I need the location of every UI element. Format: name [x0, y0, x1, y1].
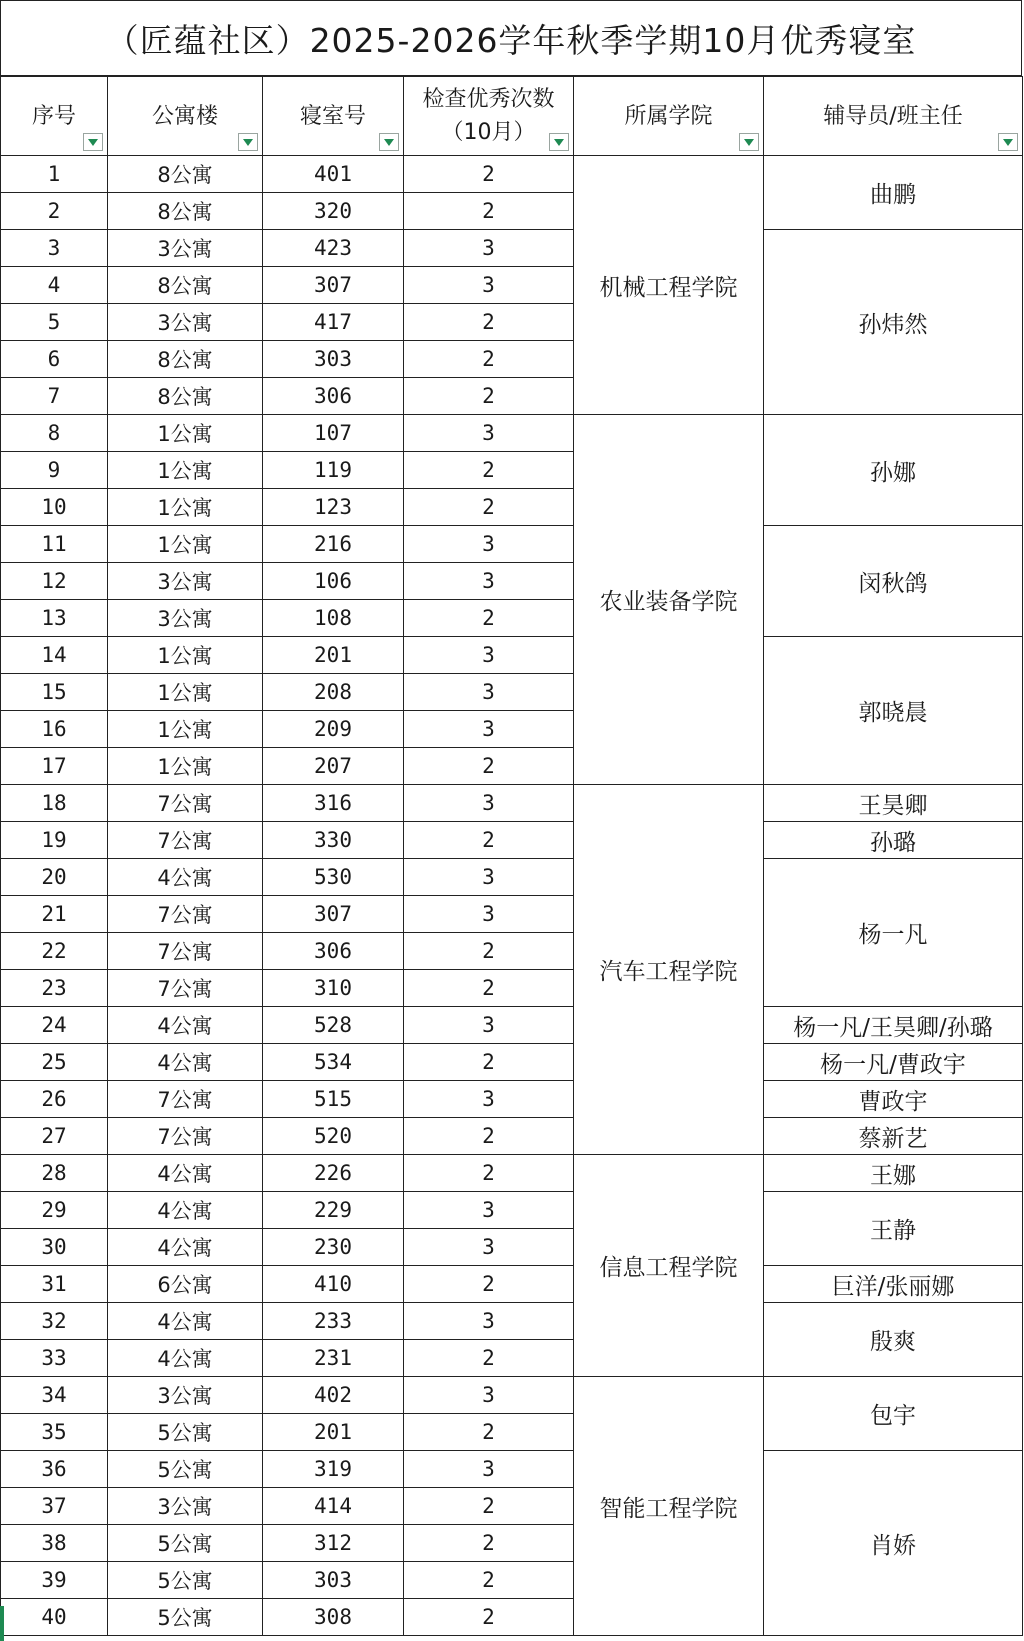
cell-building[interactable]: 8公寓 — [108, 193, 263, 230]
cell-seq[interactable]: 23 — [1, 970, 108, 1007]
header-advisor — [764, 77, 1023, 156]
cell-count[interactable]: 2 — [404, 1525, 574, 1562]
cell-count[interactable]: 3 — [404, 1377, 574, 1414]
table-row — [1, 1192, 1023, 1229]
cell-count[interactable]: 3 — [404, 1192, 574, 1229]
cell-college[interactable]: 汽车工程学院 — [574, 785, 764, 1155]
cell-room[interactable]: 108 — [263, 600, 404, 637]
table-row — [1, 1303, 1023, 1340]
cell-room[interactable]: 423 — [263, 230, 404, 267]
cell-room[interactable]: 307 — [263, 896, 404, 933]
cell-seq[interactable]: 19 — [1, 822, 108, 859]
cell-advisor[interactable]: 闵秋鸽 — [764, 526, 1023, 637]
cell-advisor[interactable]: 孙炜然 — [764, 230, 1023, 415]
cell-room[interactable]: 308 — [263, 1599, 404, 1636]
cell-seq[interactable]: 38 — [1, 1525, 108, 1562]
table-row — [1, 415, 1023, 452]
cell-room[interactable]: 402 — [263, 1377, 404, 1414]
cell-building[interactable]: 4公寓 — [108, 1044, 263, 1081]
cell-count[interactable]: 3 — [404, 415, 574, 452]
cell-seq[interactable]: 7 — [1, 378, 108, 415]
table-row — [1, 1451, 1023, 1488]
cell-count[interactable]: 2 — [404, 1599, 574, 1636]
cell-building[interactable]: 3公寓 — [108, 1488, 263, 1525]
cell-seq[interactable]: 15 — [1, 674, 108, 711]
cell-count[interactable]: 3 — [404, 785, 574, 822]
cell-seq[interactable]: 26 — [1, 1081, 108, 1118]
cell-seq[interactable]: 17 — [1, 748, 108, 785]
cell-building[interactable]: 1公寓 — [108, 748, 263, 785]
cell-room[interactable]: 306 — [263, 378, 404, 415]
cell-seq[interactable]: 22 — [1, 933, 108, 970]
cell-seq[interactable]: 24 — [1, 1007, 108, 1044]
cell-seq[interactable]: 4 — [1, 267, 108, 304]
cell-seq[interactable]: 27 — [1, 1118, 108, 1155]
cell-room[interactable]: 312 — [263, 1525, 404, 1562]
table-row — [1, 1155, 1023, 1192]
cell-advisor[interactable]: 曹政宇 — [764, 1081, 1023, 1118]
cell-room[interactable]: 307 — [263, 267, 404, 304]
cell-seq[interactable]: 8 — [1, 415, 108, 452]
cell-count[interactable]: 3 — [404, 859, 574, 896]
cell-building[interactable]: 7公寓 — [108, 1081, 263, 1118]
table-row — [1, 859, 1023, 896]
cell-count[interactable]: 2 — [404, 970, 574, 1007]
cell-seq[interactable]: 2 — [1, 193, 108, 230]
cell-building[interactable]: 4公寓 — [108, 1303, 263, 1340]
table-row — [1, 785, 1023, 822]
cell-building[interactable]: 4公寓 — [108, 1340, 263, 1377]
cell-count[interactable]: 2 — [404, 156, 574, 193]
cell-room[interactable]: 107 — [263, 415, 404, 452]
cell-advisor[interactable]: 巨洋/张丽娜 — [764, 1266, 1023, 1303]
active-cell-marker — [0, 1606, 4, 1641]
cell-building[interactable]: 6公寓 — [108, 1266, 263, 1303]
cell-room[interactable]: 515 — [263, 1081, 404, 1118]
cell-room[interactable]: 230 — [263, 1229, 404, 1266]
cell-building[interactable]: 8公寓 — [108, 156, 263, 193]
cell-count[interactable]: 3 — [404, 1229, 574, 1266]
cell-count[interactable]: 2 — [404, 1340, 574, 1377]
table-row — [1, 1377, 1023, 1414]
cell-count[interactable]: 2 — [404, 304, 574, 341]
cell-seq[interactable]: 39 — [1, 1562, 108, 1599]
table-row — [1, 637, 1023, 674]
filter-dropdown-icon[interactable] — [238, 133, 258, 151]
table-row — [1, 230, 1023, 267]
cell-seq[interactable]: 11 — [1, 526, 108, 563]
cell-room[interactable]: 310 — [263, 970, 404, 1007]
cell-college[interactable]: 智能工程学院 — [574, 1377, 764, 1636]
cell-seq[interactable]: 32 — [1, 1303, 108, 1340]
cell-seq[interactable]: 3 — [1, 230, 108, 267]
header-label: 辅导员/班主任 — [823, 103, 963, 129]
cell-building[interactable]: 5公寓 — [108, 1525, 263, 1562]
cell-count[interactable]: 2 — [404, 1488, 574, 1525]
cell-building[interactable]: 7公寓 — [108, 785, 263, 822]
cell-room[interactable]: 201 — [263, 1414, 404, 1451]
cell-room[interactable]: 208 — [263, 674, 404, 711]
cell-building[interactable]: 1公寓 — [108, 415, 263, 452]
cell-building[interactable]: 4公寓 — [108, 859, 263, 896]
cell-count[interactable]: 3 — [404, 1081, 574, 1118]
cell-building[interactable]: 5公寓 — [108, 1599, 263, 1636]
cell-building[interactable]: 5公寓 — [108, 1414, 263, 1451]
cell-count[interactable]: 2 — [404, 378, 574, 415]
cell-count[interactable]: 3 — [404, 896, 574, 933]
cell-advisor[interactable]: 曲鹏 — [764, 156, 1023, 230]
filter-dropdown-icon[interactable] — [83, 133, 103, 151]
cell-room[interactable]: 401 — [263, 156, 404, 193]
cell-seq[interactable]: 31 — [1, 1266, 108, 1303]
cell-room[interactable]: 119 — [263, 452, 404, 489]
filter-dropdown-icon[interactable] — [739, 133, 759, 151]
cell-seq[interactable]: 1 — [1, 156, 108, 193]
cell-count[interactable]: 2 — [404, 452, 574, 489]
cell-seq[interactable]: 10 — [1, 489, 108, 526]
header-label: 寝室号 — [299, 103, 366, 129]
cell-seq[interactable]: 36 — [1, 1451, 108, 1488]
table-row — [1, 1118, 1023, 1155]
cell-seq[interactable]: 20 — [1, 859, 108, 896]
cell-room[interactable]: 320 — [263, 193, 404, 230]
cell-room[interactable]: 123 — [263, 489, 404, 526]
cell-count[interactable]: 2 — [404, 193, 574, 230]
cell-advisor[interactable]: 王静 — [764, 1192, 1023, 1266]
filter-dropdown-icon[interactable] — [549, 133, 569, 151]
cell-room[interactable]: 207 — [263, 748, 404, 785]
table-row — [1, 822, 1023, 859]
cell-seq[interactable]: 30 — [1, 1229, 108, 1266]
cell-seq[interactable]: 33 — [1, 1340, 108, 1377]
cell-seq[interactable]: 9 — [1, 452, 108, 489]
cell-count[interactable]: 3 — [404, 1007, 574, 1044]
cell-count[interactable]: 2 — [404, 1414, 574, 1451]
cell-room[interactable]: 534 — [263, 1044, 404, 1081]
cell-building[interactable]: 3公寓 — [108, 1377, 263, 1414]
cell-building[interactable]: 3公寓 — [108, 230, 263, 267]
cell-advisor[interactable]: 孙娜 — [764, 415, 1023, 526]
dormitory-table — [0, 76, 1023, 1636]
header-count — [404, 77, 574, 156]
cell-room[interactable]: 417 — [263, 304, 404, 341]
cell-count[interactable]: 3 — [404, 267, 574, 304]
cell-room[interactable]: 216 — [263, 526, 404, 563]
cell-count[interactable]: 2 — [404, 1266, 574, 1303]
cell-advisor[interactable]: 包宇 — [764, 1377, 1023, 1451]
cell-building[interactable]: 3公寓 — [108, 600, 263, 637]
cell-count[interactable]: 3 — [404, 563, 574, 600]
cell-seq[interactable]: 6 — [1, 341, 108, 378]
cell-room[interactable]: 201 — [263, 637, 404, 674]
cell-room[interactable]: 319 — [263, 1451, 404, 1488]
cell-count[interactable]: 2 — [404, 1118, 574, 1155]
cell-room[interactable]: 530 — [263, 859, 404, 896]
cell-room[interactable]: 106 — [263, 563, 404, 600]
cell-room[interactable]: 520 — [263, 1118, 404, 1155]
cell-advisor[interactable]: 郭晓晨 — [764, 637, 1023, 785]
cell-advisor[interactable]: 殷爽 — [764, 1303, 1023, 1377]
cell-room[interactable]: 226 — [263, 1155, 404, 1192]
cell-count[interactable]: 2 — [404, 933, 574, 970]
cell-building[interactable]: 1公寓 — [108, 674, 263, 711]
cell-count[interactable]: 3 — [404, 637, 574, 674]
cell-building[interactable]: 7公寓 — [108, 896, 263, 933]
cell-building[interactable]: 8公寓 — [108, 378, 263, 415]
header-label: 所属学院 — [624, 103, 713, 129]
cell-advisor[interactable]: 王娜 — [764, 1155, 1023, 1192]
cell-room[interactable]: 233 — [263, 1303, 404, 1340]
cell-advisor[interactable]: 蔡新艺 — [764, 1118, 1023, 1155]
cell-room[interactable]: 414 — [263, 1488, 404, 1525]
cell-seq[interactable]: 34 — [1, 1377, 108, 1414]
cell-count[interactable]: 2 — [404, 748, 574, 785]
cell-count[interactable]: 2 — [404, 1155, 574, 1192]
cell-advisor[interactable]: 肖娇 — [764, 1451, 1023, 1636]
cell-count[interactable]: 3 — [404, 674, 574, 711]
cell-count[interactable]: 3 — [404, 1451, 574, 1488]
header-row — [1, 77, 1023, 156]
header-room — [263, 77, 404, 156]
table-row — [1, 1081, 1023, 1118]
cell-building[interactable]: 7公寓 — [108, 970, 263, 1007]
cell-building[interactable]: 1公寓 — [108, 452, 263, 489]
header-seq — [1, 77, 108, 156]
table-row — [1, 526, 1023, 563]
cell-building[interactable]: 4公寓 — [108, 1007, 263, 1044]
header-building — [108, 77, 263, 156]
cell-room[interactable]: 330 — [263, 822, 404, 859]
cell-count[interactable]: 3 — [404, 526, 574, 563]
cell-room[interactable]: 410 — [263, 1266, 404, 1303]
cell-college[interactable]: 农业装备学院 — [574, 415, 764, 785]
header-label: 序号 — [31, 103, 76, 129]
cell-room[interactable]: 231 — [263, 1340, 404, 1377]
cell-seq[interactable]: 37 — [1, 1488, 108, 1525]
cell-seq[interactable]: 35 — [1, 1414, 108, 1451]
header-label — [422, 83, 554, 149]
cell-seq[interactable]: 21 — [1, 896, 108, 933]
table-row — [1, 1266, 1023, 1303]
cell-room[interactable]: 303 — [263, 1562, 404, 1599]
filter-dropdown-icon[interactable] — [998, 133, 1018, 151]
cell-college[interactable]: 机械工程学院 — [574, 156, 764, 415]
cell-room[interactable]: 306 — [263, 933, 404, 970]
cell-room[interactable]: 303 — [263, 341, 404, 378]
table-row — [1, 156, 1023, 193]
cell-building[interactable]: 4公寓 — [108, 1155, 263, 1192]
cell-building[interactable]: 1公寓 — [108, 526, 263, 563]
cell-building[interactable]: 8公寓 — [108, 341, 263, 378]
cell-count[interactable]: 3 — [404, 230, 574, 267]
cell-count[interactable]: 3 — [404, 711, 574, 748]
header-college — [574, 77, 764, 156]
header-label-line1: 检查优秀次数 — [422, 87, 555, 112]
cell-seq[interactable]: 25 — [1, 1044, 108, 1081]
cell-room[interactable]: 229 — [263, 1192, 404, 1229]
cell-seq[interactable]: 16 — [1, 711, 108, 748]
table-row — [1, 1044, 1023, 1081]
cell-count[interactable]: 2 — [404, 1562, 574, 1599]
cell-room[interactable]: 209 — [263, 711, 404, 748]
cell-advisor[interactable]: 杨一凡 — [764, 859, 1023, 1007]
cell-seq[interactable]: 14 — [1, 637, 108, 674]
cell-seq[interactable]: 29 — [1, 1192, 108, 1229]
cell-advisor[interactable]: 杨一凡/曹政宇 — [764, 1044, 1023, 1081]
cell-count[interactable]: 2 — [404, 489, 574, 526]
cell-college[interactable]: 信息工程学院 — [574, 1155, 764, 1377]
cell-building[interactable]: 7公寓 — [108, 933, 263, 970]
cell-advisor[interactable]: 杨一凡/王昊卿/孙璐 — [764, 1007, 1023, 1044]
cell-advisor[interactable]: 王昊卿 — [764, 785, 1023, 822]
cell-count[interactable]: 3 — [404, 1303, 574, 1340]
header-label: 公寓楼 — [151, 103, 218, 129]
cell-building[interactable]: 4公寓 — [108, 1192, 263, 1229]
cell-building[interactable]: 5公寓 — [108, 1451, 263, 1488]
cell-seq[interactable]: 40 — [1, 1599, 108, 1636]
cell-count[interactable]: 2 — [404, 600, 574, 637]
cell-building[interactable]: 7公寓 — [108, 822, 263, 859]
cell-count[interactable]: 2 — [404, 1044, 574, 1081]
cell-building[interactable]: 7公寓 — [108, 1118, 263, 1155]
filter-dropdown-icon[interactable] — [379, 133, 399, 151]
cell-seq[interactable]: 18 — [1, 785, 108, 822]
cell-seq[interactable]: 28 — [1, 1155, 108, 1192]
cell-building[interactable]: 5公寓 — [108, 1562, 263, 1599]
cell-count[interactable]: 2 — [404, 822, 574, 859]
cell-building[interactable]: 8公寓 — [108, 267, 263, 304]
cell-building[interactable]: 3公寓 — [108, 304, 263, 341]
cell-count[interactable]: 2 — [404, 341, 574, 378]
cell-room[interactable]: 528 — [263, 1007, 404, 1044]
cell-seq[interactable]: 13 — [1, 600, 108, 637]
cell-room[interactable]: 316 — [263, 785, 404, 822]
header-label-line2: （10月） — [441, 120, 536, 145]
cell-building[interactable]: 1公寓 — [108, 489, 263, 526]
cell-building[interactable]: 3公寓 — [108, 563, 263, 600]
cell-building[interactable]: 1公寓 — [108, 711, 263, 748]
cell-building[interactable]: 1公寓 — [108, 637, 263, 674]
sheet-title: （匠蕴社区）2025-2026学年秋季学期10月优秀寝室 — [0, 0, 1022, 76]
cell-seq[interactable]: 5 — [1, 304, 108, 341]
table-row — [1, 1007, 1023, 1044]
cell-advisor[interactable]: 孙璐 — [764, 822, 1023, 859]
cell-building[interactable]: 4公寓 — [108, 1229, 263, 1266]
cell-seq[interactable]: 12 — [1, 563, 108, 600]
